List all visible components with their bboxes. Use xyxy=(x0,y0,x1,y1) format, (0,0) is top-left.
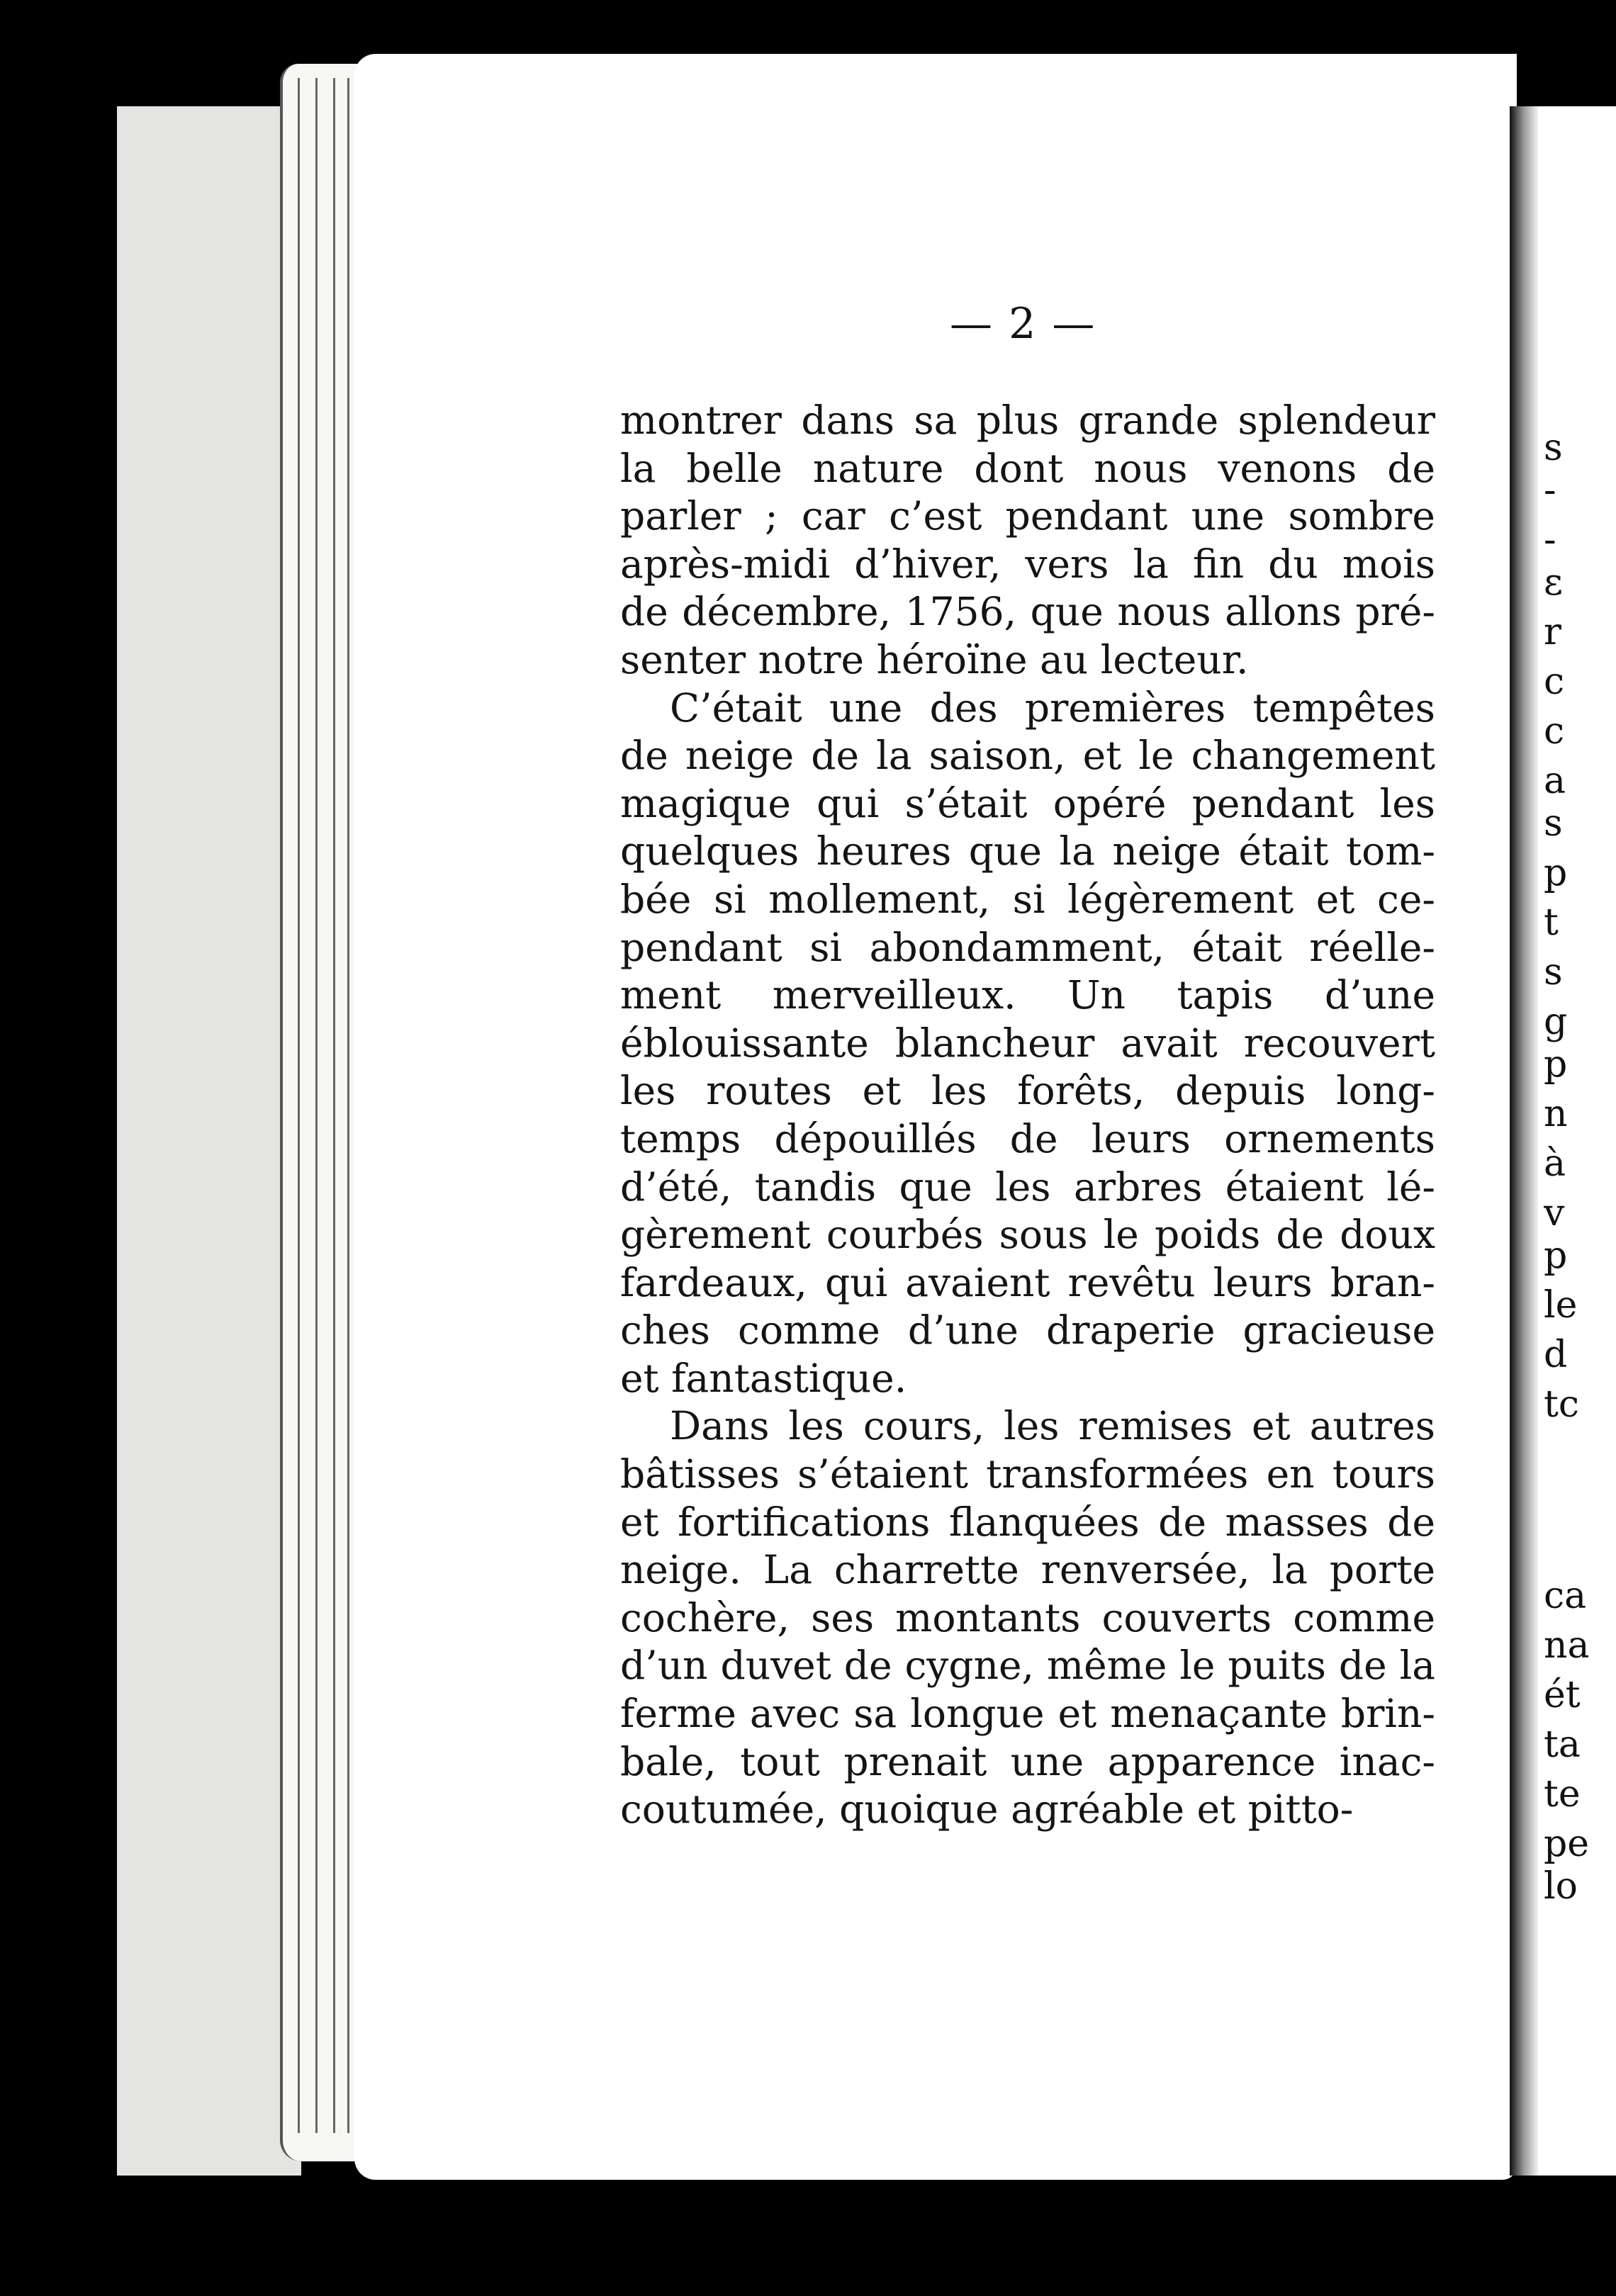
text-line: et fortifications flanquées de masses de xyxy=(620,1499,1435,1545)
page-number: — 2 — xyxy=(950,299,1096,349)
text-line: coutumée, quoique agréable et pitto- xyxy=(620,1786,1354,1833)
text-line: cochère, ses montants couverts comme xyxy=(620,1594,1435,1641)
facing-page-fragment: v xyxy=(1544,1192,1565,1234)
facing-page-fragment: ca xyxy=(1544,1575,1587,1617)
text-line: après-midi d’hiver, vers la fin du mois xyxy=(620,541,1435,587)
text-line: ches comme d’une draperie gracieuse xyxy=(620,1307,1435,1354)
text-line: de neige de la saison, et le changement xyxy=(620,733,1435,779)
facing-page-fragment: tc xyxy=(1544,1383,1580,1426)
left-backing-sheet xyxy=(117,106,301,2176)
facing-page-fragment: s xyxy=(1544,951,1563,994)
text-line: gèrement courbés sous le poids de doux xyxy=(620,1212,1435,1258)
text-line: ment merveilleux. Un tapis d’une xyxy=(620,972,1435,1018)
facing-page-fragment: te xyxy=(1544,1773,1581,1816)
text-line: de décembre, 1756, que nous allons pré- xyxy=(620,589,1435,635)
text-line: fardeaux, qui avaient revêtu leurs bran- xyxy=(620,1259,1435,1305)
facing-page-fragment: t xyxy=(1544,901,1559,944)
text-line: bée si mollement, si légèrement et ce- xyxy=(620,876,1435,922)
page-edge-line xyxy=(298,78,300,2133)
page-edge-line xyxy=(347,78,349,2133)
facing-page-fragment: a xyxy=(1544,760,1566,802)
page-body-text xyxy=(620,397,1435,1834)
text-line: bale, tout prenait une apparence inac- xyxy=(620,1738,1435,1784)
text-line: éblouissante blancheur avait recouvert xyxy=(620,1020,1435,1066)
facing-page-fragment: c xyxy=(1544,660,1565,703)
text-line: C’était une des premières tempêtes xyxy=(670,685,1435,731)
text-line: Dans les cours, les remises et autres xyxy=(670,1403,1435,1449)
text-line: temps dépouillés de leurs ornements xyxy=(620,1115,1435,1161)
facing-page-fragment: p xyxy=(1544,1234,1568,1277)
text-line: pendant si abondamment, était réelle- xyxy=(620,924,1435,970)
paragraph xyxy=(620,685,1435,1403)
text-line: montrer dans sa plus grande splendeur xyxy=(620,398,1435,443)
page-edge-line xyxy=(315,78,318,2133)
text-line: ferme avec sa longue et menaçante brin- xyxy=(620,1691,1435,1737)
facing-page-fragment: lo xyxy=(1544,1865,1578,1908)
facing-page-fragment: le xyxy=(1544,1284,1578,1327)
text-line: d’un duvet de cygne, même le puits de la xyxy=(620,1643,1435,1689)
page-edge-line xyxy=(333,78,335,2133)
facing-page-fragment: na xyxy=(1544,1624,1590,1667)
text-line: les routes et les forêts, depuis long- xyxy=(620,1068,1435,1114)
text-line: senter notre héroïne au lecteur. xyxy=(620,636,1249,682)
facing-page-fragment: c xyxy=(1544,710,1565,753)
facing-page-fragment: ét xyxy=(1544,1674,1581,1716)
text-line: la belle nature dont nous venons de xyxy=(620,445,1435,491)
text-line: magique qui s’était opéré pendant les xyxy=(620,780,1435,826)
facing-page-gutter xyxy=(1510,106,1538,2176)
facing-page-fragment: ta xyxy=(1544,1723,1581,1766)
text-line: d’été, tandis que les arbres étaient lé- xyxy=(620,1164,1435,1210)
facing-page-fragment: p xyxy=(1544,1043,1568,1086)
text-line: neige. La charrette renversée, la porte xyxy=(620,1547,1435,1593)
facing-page-fragment: g xyxy=(1544,1001,1568,1043)
facing-page-fragment: à xyxy=(1544,1142,1566,1185)
facing-page-fragment: ε xyxy=(1544,561,1563,604)
facing-page-fragment: n xyxy=(1544,1093,1568,1135)
text-line: parler ; car c’est pendant une sombre xyxy=(620,493,1435,539)
paragraph xyxy=(620,1402,1435,1833)
text-line: et fantastique. xyxy=(620,1355,907,1401)
facing-page-fragment: pe xyxy=(1544,1823,1590,1865)
facing-page-fragment: r xyxy=(1544,611,1561,653)
text-line: quelques heures que la neige était tom- xyxy=(620,828,1435,874)
facing-page-fragment: - xyxy=(1544,519,1556,561)
paragraph xyxy=(620,397,1435,685)
facing-page-fragment: s xyxy=(1544,427,1563,469)
facing-page-fragment: p xyxy=(1544,852,1568,894)
text-line: bâtisses s’étaient transformées en tours xyxy=(620,1451,1435,1497)
facing-page-fragment: - xyxy=(1544,469,1556,512)
facing-page-fragment: d xyxy=(1544,1334,1568,1376)
facing-page-fragment: s xyxy=(1544,802,1563,845)
